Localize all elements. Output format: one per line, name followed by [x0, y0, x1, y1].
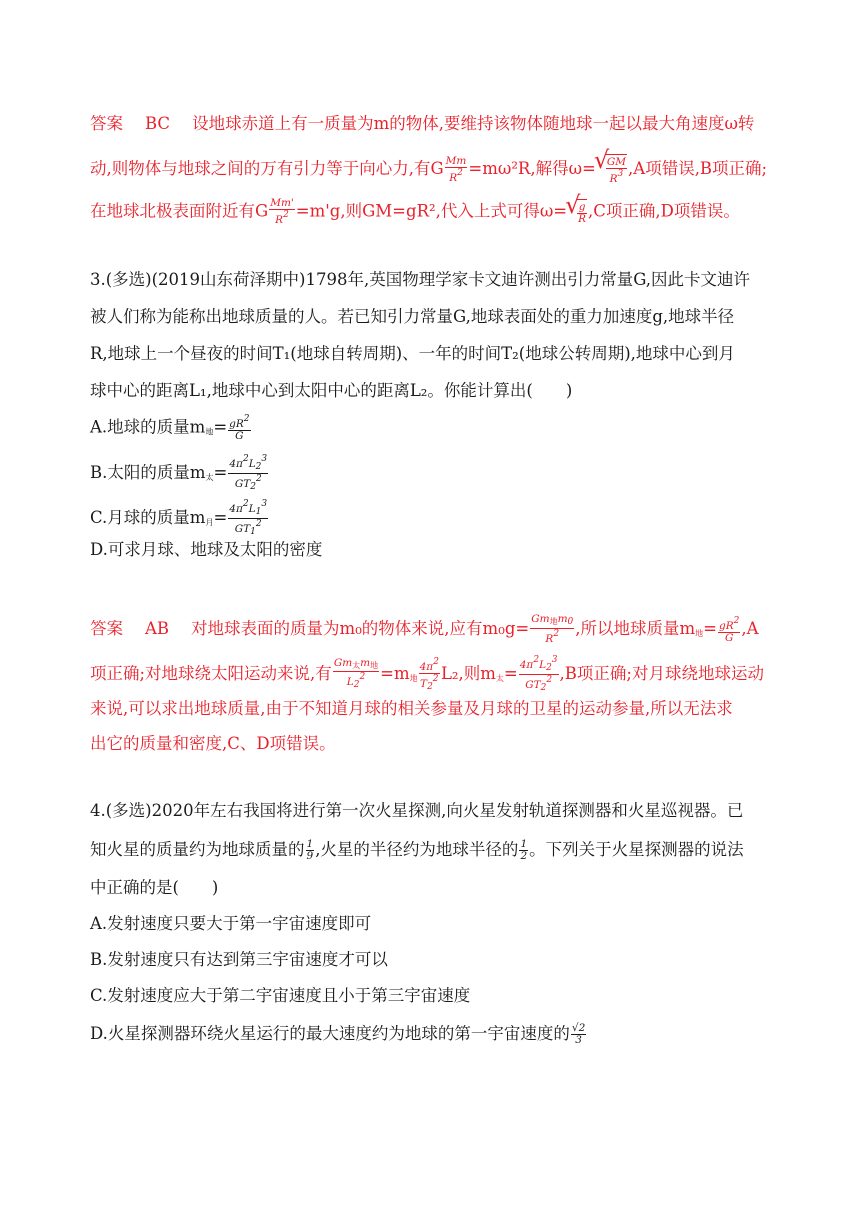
answer-label: 答案	[90, 114, 123, 133]
q4-line2: 知火星的质量约为地球质量的 $\frac{1}{9}$ ,火星的半径约为地球半径的 $\frac{1}{2}$ 。下列关于火星探测器的说法	[90, 838, 744, 862]
q3-option-d: D.可求月球、地球及太阳的密度	[90, 540, 323, 559]
formula-Mm-R2: $\frac{Mm}{R2}$	[445, 154, 467, 184]
q3-option-c: C.月球的质量m月= $\frac{4\pi 2L13}{GT12}$	[90, 499, 268, 537]
answer3-line4: 出它的质量和密度,C、D项错误。	[90, 734, 336, 753]
q3-line2: 被人们称为能称出地球质量的人。若已知引力常量G,地球表面处的重力加速度g,地球半径	[90, 307, 735, 326]
q3-option-a: A.地球的质量m地= $\frac{gR2}{G}$	[90, 414, 250, 442]
answer3-line2: 项正确;对地球绕太阳运动来说,有 $\frac{\text{Gm太m地}}{L22}$ =m地 $\frac{4\pi 2}{T22}$ L₂,则m太= $\frac{4\pi 2L23}{GT22}$ ,B项正确;对月球绕地球运动	[90, 655, 764, 693]
answer2-line2: 动,则物体与地球之间的万有引力等于向心力,有G $\frac{Mm}{R2}$ =mω²R,解得ω= √ $\frac{GM}{R3}$ ,A项错误,B项正确;	[90, 154, 767, 185]
q3-line4: 球中心的距离L₁,地球中心到太阳中心的距离L₂。你能计算出( )	[90, 381, 573, 400]
formula-Mm-prime-R2: $\frac{Mm'}{R2}$	[270, 197, 294, 226]
answer3-line1: 答案 AB 对地球表面的质量为m₀的物体来说,应有m₀g= $\frac{\text{Gm地m0}}{R2}$ ,所以地球质量m地= $\frac{gR2}{G}$ ,A	[90, 613, 759, 645]
q4-line1: 4.(多选)2020年左右我国将进行第一次火星探测,向火星发射轨道探测器和火星巡视器。已	[90, 801, 744, 820]
q3-line1: 3.(多选)(2019山东荷泽期中)1798年,英国物理学家卡文迪许测出引力常量G,因此卡文迪许	[90, 270, 751, 289]
q4-option-a: A.发射速度只要大于第一宇宙速度即可	[90, 914, 372, 933]
q3-line3: R,地球上一个昼夜的时间T₁(地球自转周期)、一年的时间T₂(地球公转周期),地球中心到月	[90, 344, 735, 363]
q4-option-d: D.火星探测器环绕火星运行的最大速度约为地球的第一宇宙速度的 $\frac{√2}{3}$	[90, 1022, 586, 1046]
q4-option-b: B.发射速度只有达到第三宇宙速度才可以	[90, 950, 388, 969]
q3-option-b: B.太阳的质量m太= $\frac{4\pi 2L23}{GT22}$	[90, 454, 268, 492]
answer3-line3: 来说,可以求出地球质量,由于不知道月球的相关参量及月球的卫星的运动参量,所以无法求	[90, 699, 733, 718]
q4-option-c: C.发射速度应大于第二宇宙速度且小于第三宇宙速度	[90, 986, 471, 1005]
formula-sqrt-GM-R3: √ $\frac{GM}{R3}$	[596, 154, 628, 185]
answer2-line1: 答案 BC 设地球赤道上有一质量为m的物体,要维持该物体随地球一起以最大角速度ω转	[90, 114, 755, 133]
answer2-line3: 在地球北极表面附近有G $\frac{Mm'}{R2}$ =m'g,则GM=gR²,代入上式可得ω= √ $\frac{g}{R}$ ,C项正确,D项错误。	[90, 198, 740, 226]
q4-line3: 中正确的是( )	[90, 878, 219, 897]
answer-choice: BC	[145, 114, 171, 133]
formula-sqrt-g-R: √ $\frac{g}{R}$	[567, 199, 588, 225]
